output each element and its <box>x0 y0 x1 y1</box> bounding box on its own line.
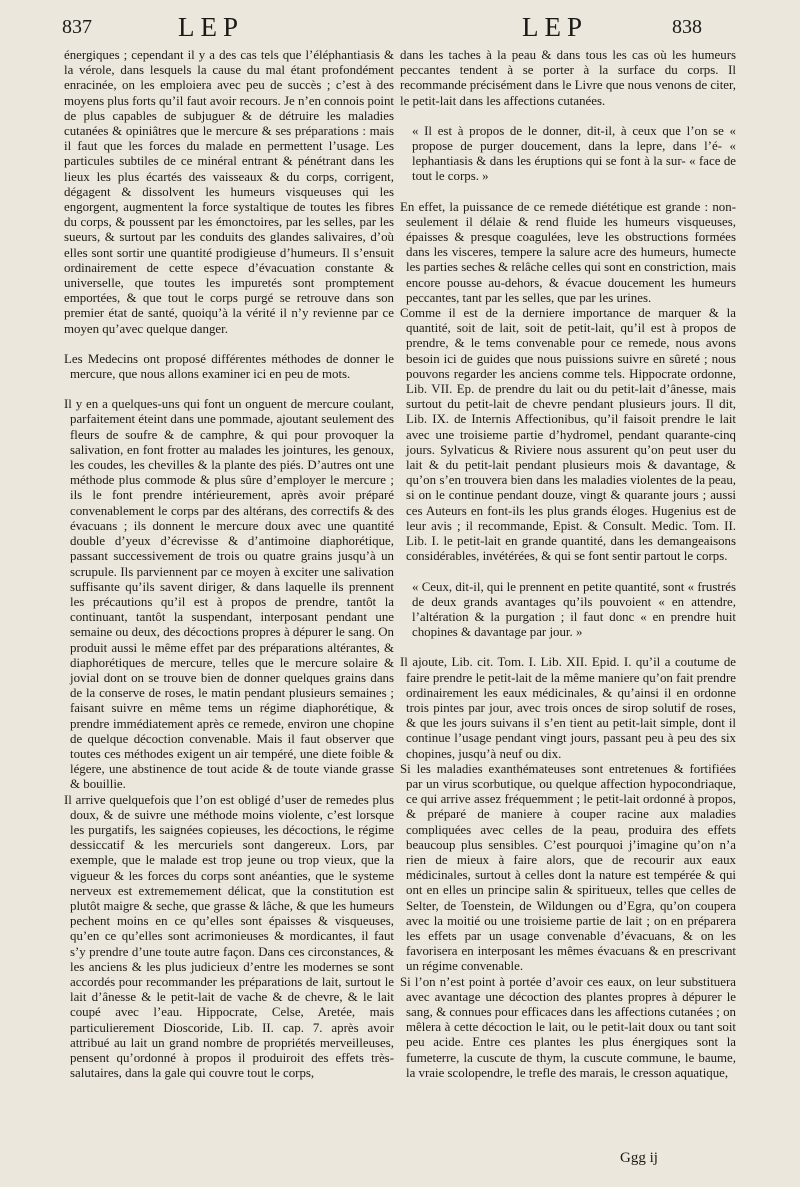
paragraph: Comme il est de la derniere importance de marquer & la quantité, soit de lait, soit de petit-lait, qu’il est à propos de prendre, & le tems convenable pour ce remede, nous avons besoin ici de guides que nous puissions suivre en sûreté ; nous pouvons regarder les anciens comme tels. Hippocrate ordonne, Lib. VII. Ep. de prendre du lait ou du petit-lait d’ânesse, mais surtout du petit-lait de chevre pendant plusieurs jours. Il dit, Lib. IX. de Internis Affectionibus, qu’il faisoit prendre le lait avec une troisieme partie d’hydromel, pendant quarante-cinq jours. Sylvaticus & Riviere nous assurent qu’on peut user du lait & du petit-lait pendant plusieurs mois & davantage, & qu’on s’en trouvera bien dans les maladies violentes de la peau, si on le continue pendant douze, vingt & quarante jours ; aussi ces Auteurs en font-ils les plus grands éloges. Hugenius est de leur avis ; il recommande, Epist. & Consult. Medic. Tom. II. Lib. I. le petit-lait en grande quantité, dans les demangeaisons considérables, invétérées, & qui se font sentir partout le corps. <box>400 306 736 564</box>
paragraph: Il ajoute, Lib. cit. Tom. I. Lib. XII. Epid. I. qu’il a coutume de faire prendre le petit-lait de la même maniere qu’on fait prendre ordinairement les eaux médicinales, & qu’ainsi il en ordonne trois pintes par jour, avec trois onces de sirop solutif de roses, & que les jours suivans il s’en tient au petit-lait simple, dont il continue l’usage pendant vingt jours, passant peu à peu des six chopines, jusqu’à neuf ou dix. <box>400 655 736 761</box>
paragraph: En effet, la puissance de ce remede diététique est grande : non-seulement il délaie & rend fluide les humeurs visqueuses, épaisses & presque coagulées, leve les obstructions formées dans les visceres, tempere la salure acre des humeurs, humecte les parties seches & relâche celles qui sont en constriction, mais encore pousse au-dehors, & évacue doucement les humeurs peccantes, tant par les selles, que par les urines. <box>400 199 736 305</box>
paragraph: Si les maladies exanthémateuses sont entretenues & fortifiées par un virus scorbutique, ou quelque affection hypocondriaque, ce qui arrive assez fréquemment ; le petit-lait ordonné à propos, & préparé de maniere à couper racine aux maladies compliquées avec celles de la peau, produira des effets beaucoup plus sensibles. C’est pourquoi j’imagine qu’on n’a rien de mieux à faire alors, que de recourir aux eaux médicinales, surtout à celles dont la nature est tempérée & qui ont en elles un principe salin & spiritueux, telles que celles de Selter, de Toenstein, de Wildungen ou d’Egra, qu’on coupera avec la moitié ou une troisieme partie de lait ; on en préparera les effets par un usage convenable d’évacuans, & on les favorisera en interposant les mêmes évacuans & en prescrivant un régime convenable. <box>400 761 736 974</box>
quotation: « Ceux, dit-il, qui le prennent en petite quantité, sont « frustrés de deux grands avantages qu’ils pouvoient « en attendre, l’altération & la purgation ; il faut donc « en prendre huit chopines & davantage par jour. » <box>412 579 736 640</box>
signature-mark: Ggg ij <box>620 1150 658 1166</box>
paragraph: Si l’on n’est point à portée d’avoir ces eaux, on leur substituera avec avantage une décoction des plantes propres à dépurer le sang, & connues pour efficaces dans les affections cutanées ; on mêlera à cette décoction le lait, ou le petit-lait doux ou tant soit peu acide. Entre ces plantes les plus énergiques sont la fumeterre, la cuscute de thym, la cuscute commune, le baume, la vraie scolopendre, le trefle des marais, le cresson aquatique, <box>400 974 736 1080</box>
right-column <box>400 48 736 1081</box>
paragraph: énergiques ; cependant il y a des cas tels que l’éléphantiasis & la vérole, dans lesquels la cause du mal étant profondément enracinée, on les emploiera avec peu de succès ; c’est à des moyens plus forts qu’il faut avoir recours. Je n’en connois point de plus capables de subjuguer & de détruire les maladies cutanées & opiniâtres que le mercure & ses préparations : mais il faut que les forces du malade en permettent l’usage. Les particules subtiles de ce minéral entrant & pénétrant dans les lieux les plus écartés des vaisseaux & du corps, corrigent, dégagent & dissolvent les humeurs visqueuses qui les engorgent, augmentent la force systaltique de toutes les fibres du corps, & poussent par les émonctoires, par les selles, par les sueurs, & surtout par les conduits des glandes salivaires, d’où elles sont sortir une quantité prodigieuse d’humeurs. Il s’ensuit ordinairement de cette espece d’évacuation constante & universelle, que toutes les impuretés sont promptement emportées, & que tout le corps purgé se retrouve dans son premier état de santé, quoiqu’à la vérité il n’y revienne par ce moyen qu’avec quelque danger. <box>64 48 394 336</box>
running-header <box>0 12 800 46</box>
paragraph: Les Medecins ont proposé différentes méthodes de donner le mercure, que nous allons examiner ici en peu de mots. <box>64 351 394 382</box>
paragraph: Il y en a quelques-uns qui font un onguent de mercure coulant, parfaitement éteint dans une pommade, ajoutant seulement des fleurs de soufre & de camphre, & qui pour provoquer la salivation, en font frotter au malades les jointures, les genoux, les coudes, les chevilles & la plante des piés. D’autres ont une méthode plus commode & plus sûre d’employer le mercure ; ils le font prendre intérieurement, après avoir préparé convenablement le corps par des altérans, des correctifs & des évacuans ; ils donnent le mercure doux avec une quantité double d’yeux d’écrevisse & d’antimoine diaphorétique, passant successivement de trois ou quatre grains jusqu’à un scrupule. Ils parviennent par ce moyen à exciter une salivation suffisante qu’ils savent diriger, & dans laquelle ils prennent les précautions qu’il est à propos de prendre, tantôt la continuant, tantôt la suspendant, interposant pendant une semaine ou deux, des décoctions propres à dépurer le sang. On produit aussi le même effet par des préparations altérantes, & diaphorétiques de mercure, telles que le mercure solaire & jovial dont on se trouve bien de donner quelques grains dans de la conserve de roses, le matin pendant plusieurs semaines ; faisant suivre en même tems un régime diaphorétique, & prendre immédiatement après ce remede, environ une chopine de quelque décoction convenable. Mais il faut observer que toutes ces méthodes exigent un air tempéré, une diete foible & légere, une abstinence de tout acide & de toute viande grasse & bouillie. <box>64 397 394 792</box>
header-word-left: LEP <box>178 12 245 42</box>
paragraph: dans les taches à la peau & dans tous les cas où les humeurs peccantes tendent à se porter à la surface du corps. Il recommande précisément dans le Livre que nous venons de citer, le petit-lait dans les affections cutanées. <box>400 48 736 108</box>
page-number-left: 837 <box>62 16 92 38</box>
header-word-right: LEP <box>522 12 589 42</box>
page-number-right: 838 <box>672 16 702 38</box>
left-column <box>64 48 394 1081</box>
paragraph: Il arrive quelquefois que l’on est obligé d’user de remedes plus doux, & de suivre une méthode moins violente, c’est lorsque les purgatifs, les saignées copieuses, les décoctions, le régime dessiccatif & les mercuriels sont dangereux. Lors, par exemple, que le malade est trop jeune ou trop vieux, que la vigueur & les forces du corps sont anéanties, que le systeme nerveux est extrememement délicat, que la constitution est plutôt maigre & seche, que grasse & lâche, & que les humeurs pechent moins en ce qu’elles sont épaisses & visqueuses, qu’en ce qu’elles sont acrimonieuses & mordicantes, il faut s’y prendre d’une toute autre façon. Dans ces circonstances, & les anciens & les plus judicieux d’entre les modernes se sont accordés pour recommander les préparations de lait, surtout le lait d’ânesse & le petit-lait de vache & de chevre, & le lait coupé avec l’eau. Hippocrate, Celse, Aretée, mais particulierement Dioscoride, Lib. II. cap. 7. après avoir attribué au lait un grand nombre de propriétés merveilleuses, pensent qu’ordonné à propos il produiroit des effets très-salutaires, dans la gale qui couvre tout le corps, <box>64 792 394 1081</box>
quotation: « Il est à propos de le donner, dit-il, à ceux que l’on se « propose de purger doucement, dans la lepre, dans l’é- « lephantiasis & dans les éruptions qui se font à la sur- « face de tout le corps. » <box>412 123 736 184</box>
